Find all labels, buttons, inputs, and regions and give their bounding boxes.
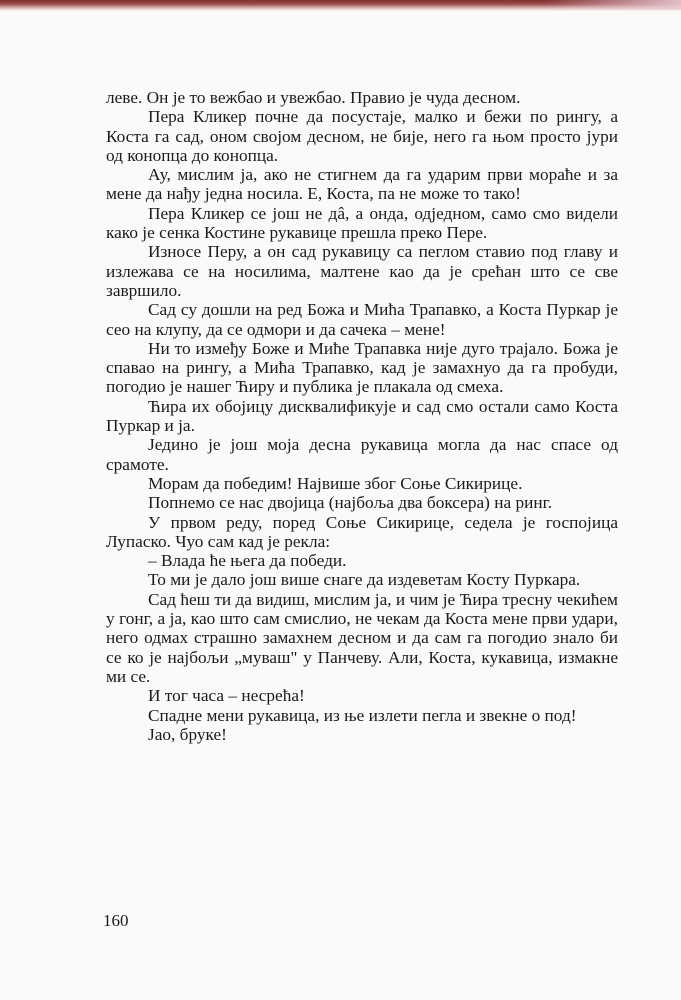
paragraph-18: Јао, бруке!: [148, 724, 227, 744]
paragraph-5: Износе Перу, а он сад рукавицу са пеглом ставио под главу и излежава се на носилима, малтене као да је срећан што се све завршило.: [106, 242, 618, 300]
paragraph-9: Једино је још моја десна рукавица могла да нас спасе од срамоте.: [106, 435, 618, 474]
paragraph-16: И тог часа – несрећа!: [148, 686, 305, 706]
paragraph-17: Спадне мени рукавица, из ње излети пегла и звекне о под!: [148, 705, 577, 725]
top-cover-edge-highlight: [545, 0, 681, 9]
paragraph-3: Ау, мислим ја, ако не стигнем да га ударим први мораће и за мене да нађу једна носила. Е, Коста, па не може то тако!: [106, 165, 618, 204]
paragraph-7: Ни то између Боже и Миће Трапавка није дуго трајало. Божа је спавао на рингу, а Мића Трапавко, кад је замахнуо да га пробуди, погодио је нашег Ћиру и публика је плакала од смеха.: [106, 338, 618, 397]
paragraph-1: леве. Он је то вежбао и увежбао. Правио је чуда десном.: [106, 88, 521, 107]
paragraph-2: Пера Кликер почне да посустаје, малко и бежи по рингу, а Коста га сад, оном својом десном, не бије, него га њом просто јури од конопца до конопца.: [106, 107, 618, 165]
paragraph-13: – Влада ће њега да победи.: [148, 551, 347, 571]
paragraph-15: Сад ћеш ти да видиш, мислим ја, и чим је Ћира тресну чекићем у гонг, а ја, као што сам смислио, не чекам да Коста мене први удари, него одмах страшно замахнем десном и да сам га погодио знало би се ко је најбољи „муваш" у Панчеву. Али, Коста, кукавица, измакне ми се.: [106, 589, 618, 686]
paragraph-14: То ми је дало још више снаге да издеветам Косту Пуркара.: [148, 570, 581, 590]
paragraph-11: Попнемо се нас двојица (најбоља два боксера) на ринг.: [148, 493, 553, 513]
page-number: 160: [103, 911, 129, 930]
paragraph-8: Ћира их обојицу дисквалификује и сад смо остали само Коста Пуркар и ја.: [106, 396, 618, 436]
paragraph-6: Сад су дошли на ред Божа и Мића Трапавко, а Коста Пуркар је сео на клупу, да се одмори и да сачека – мене!: [106, 300, 618, 339]
body-text: [106, 88, 618, 744]
paragraph-4: Пера Кликер се још не дâ, а онда, одједном, само смо видели како је сенка Костине рукавице прешла преко Пере.: [106, 203, 618, 243]
paragraph-12: У првом реду, поред Соње Сикирице, седела је госпојица Лупаско. Чуо сам кад је рекла:: [106, 512, 618, 551]
paragraph-10: Морам да победим! Највише због Соње Сикирице.: [148, 473, 523, 493]
